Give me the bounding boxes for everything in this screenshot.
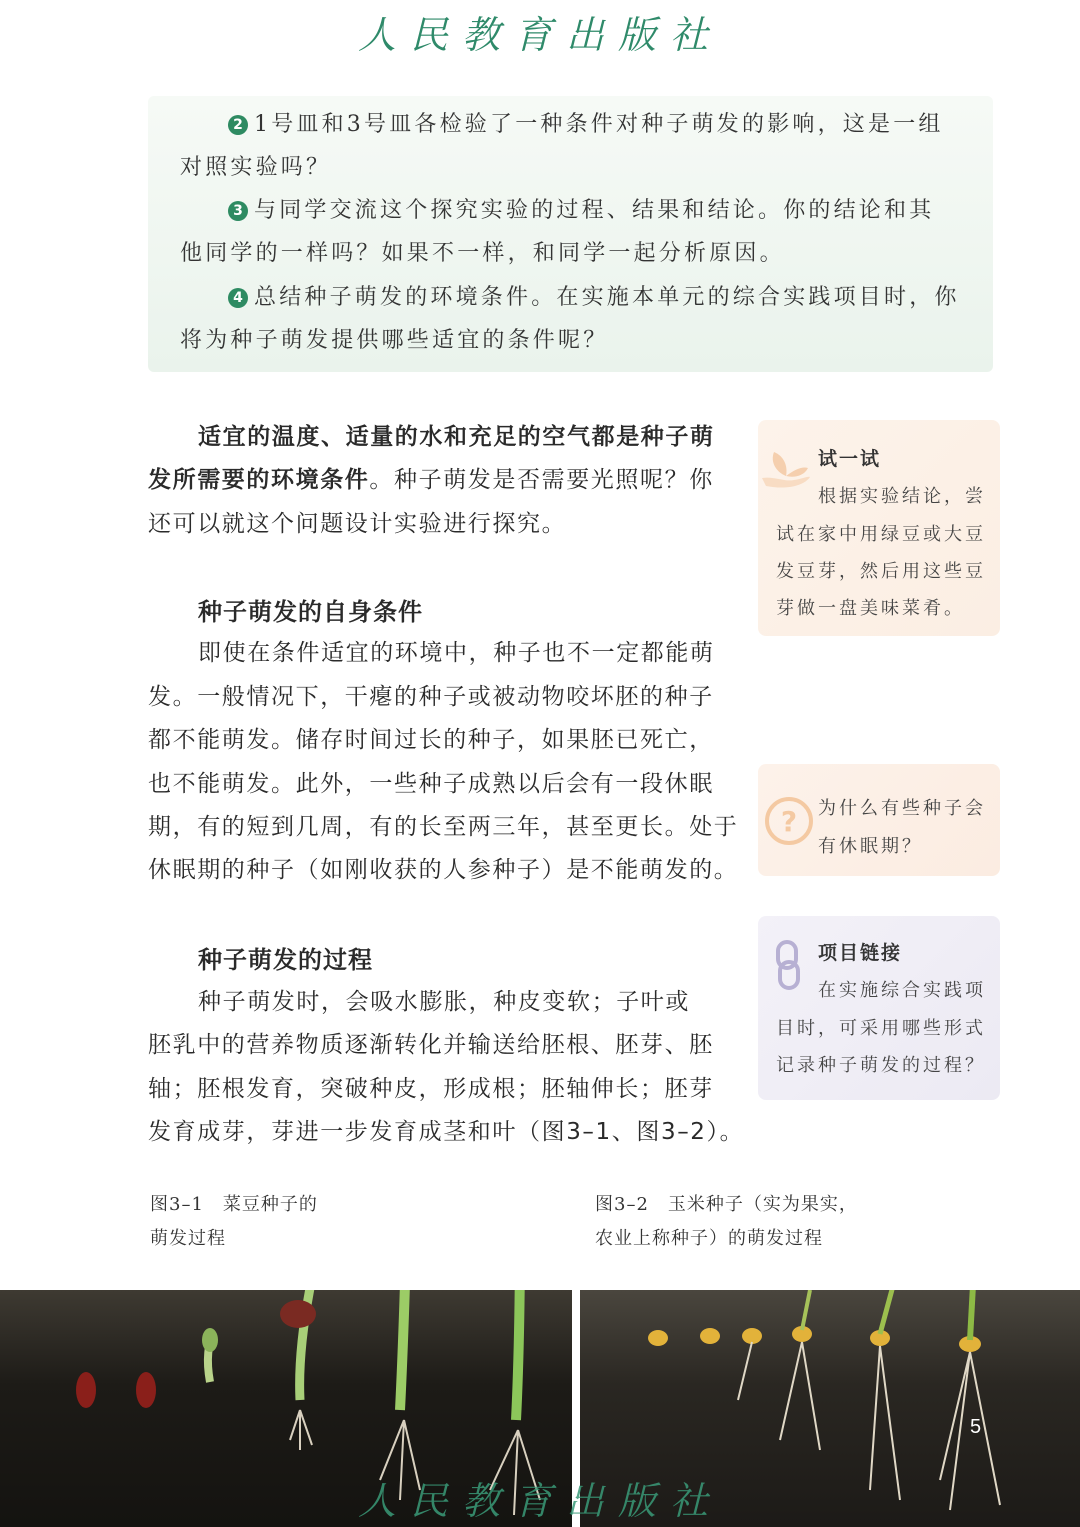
question-mark-icon: [764, 796, 814, 846]
section1-line: 都不能萌发。储存时间过长的种子，如果胚已死亡，: [148, 727, 714, 753]
try-it-line: 发豆芽，然后用这些豆: [776, 561, 986, 582]
project-link-title: 项目链接: [818, 942, 903, 964]
figure-3-1-caption-line1: 图3–1 菜豆种子的: [150, 1194, 318, 1215]
section1-line: 即使在条件适宜的环境中，种子也不一定都能萌: [198, 640, 715, 666]
question-number-badge: 2: [228, 115, 248, 135]
question-number-badge: 3: [228, 201, 248, 221]
section2-line: 发育成芽，芽进一步发育成茎和叶（图3–1、图3–2）。: [148, 1119, 745, 1145]
publisher-logo-header: 人民教育出版社: [357, 13, 722, 57]
intro-line-3: 还可以就这个问题设计实验进行探究。: [148, 511, 567, 537]
section1-line: 发。一般情况下，干瘪的种子或被动物咬坏胚的种子: [148, 684, 714, 710]
section1-line: 也不能萌发。此外，一些种子成熟以后会有一段休眠: [148, 771, 714, 797]
page-number: 5: [970, 1416, 982, 1438]
project-link-line: 记录种子萌发的过程？: [776, 1055, 986, 1076]
section1-line: 期，有的短到几周，有的长至两三年，甚至更长。处于: [148, 814, 739, 840]
question-number-badge: 4: [228, 288, 248, 308]
project-link-line: 在实施综合实践项: [818, 980, 986, 1001]
think-question-line: 为什么有些种子会: [818, 798, 986, 819]
question-4-line2: 将为种子萌发提供哪些适宜的条件呢？: [180, 328, 609, 353]
question-3-line1: 3 与同学交流这个探究实验的过程、结果和结论。你的结论和其: [228, 193, 934, 224]
question-3-line2: 他同学的一样吗？如果不一样，和同学一起分析原因。: [180, 241, 785, 266]
section-heading-process: 种子萌发的过程: [198, 946, 373, 974]
intro-line-1: 适宜的温度、适量的水和充足的空气都是种子萌: [198, 424, 715, 450]
chain-link-icon: [772, 940, 804, 990]
think-question-line: 有休眠期？: [818, 836, 923, 857]
figure-3-2-caption-line1: 图3–2 玉米种子（实为果实，: [595, 1194, 858, 1215]
intro-line-2: 发所需要的环境条件。种子萌发是否需要光照呢？你: [148, 467, 714, 493]
section1-line: 休眠期的种子（如刚收获的人参种子）是不能萌发的。: [148, 857, 739, 883]
svg-text:?: ?: [780, 805, 798, 838]
question-2-line2: 对照实验吗？: [180, 155, 332, 180]
try-it-line: 根据实验结论，尝: [818, 486, 986, 507]
figure-3-1-caption-line2: 萌发过程: [150, 1228, 226, 1249]
publisher-logo-footer: 人民教育出版社: [357, 1479, 722, 1523]
project-link-box: [758, 916, 1000, 1100]
section-heading-self-conditions: 种子萌发的自身条件: [198, 598, 423, 626]
try-it-box: [758, 420, 1000, 636]
try-it-line: 试在家中用绿豆或大豆: [776, 524, 986, 545]
think-question-box: [758, 764, 1000, 876]
figure-3-2-caption-line2: 农业上称种子）的萌发过程: [595, 1228, 823, 1249]
section2-line: 胚乳中的营养物质逐渐转化并输送给胚根、胚芽、胚: [148, 1032, 714, 1058]
section2-line: 种子萌发时，会吸水膨胀，种皮变软；子叶或: [198, 989, 690, 1015]
try-it-line: 芽做一盘美味菜肴。: [776, 598, 965, 619]
project-link-line: 目时，可采用哪些形式: [776, 1018, 986, 1039]
try-it-title: 试一试: [818, 448, 882, 470]
hand-sprout-icon: [760, 446, 812, 490]
question-4-line1: 4 总结种子萌发的环境条件。在实施本单元的综合实践项目时，你: [228, 280, 960, 311]
question-2-line1: 2 1号皿和3号皿各检验了一种条件对种子萌发的影响，这是一组: [228, 107, 944, 138]
section2-line: 轴；胚根发育，突破种皮，形成根；胚轴伸长；胚芽: [148, 1076, 714, 1102]
